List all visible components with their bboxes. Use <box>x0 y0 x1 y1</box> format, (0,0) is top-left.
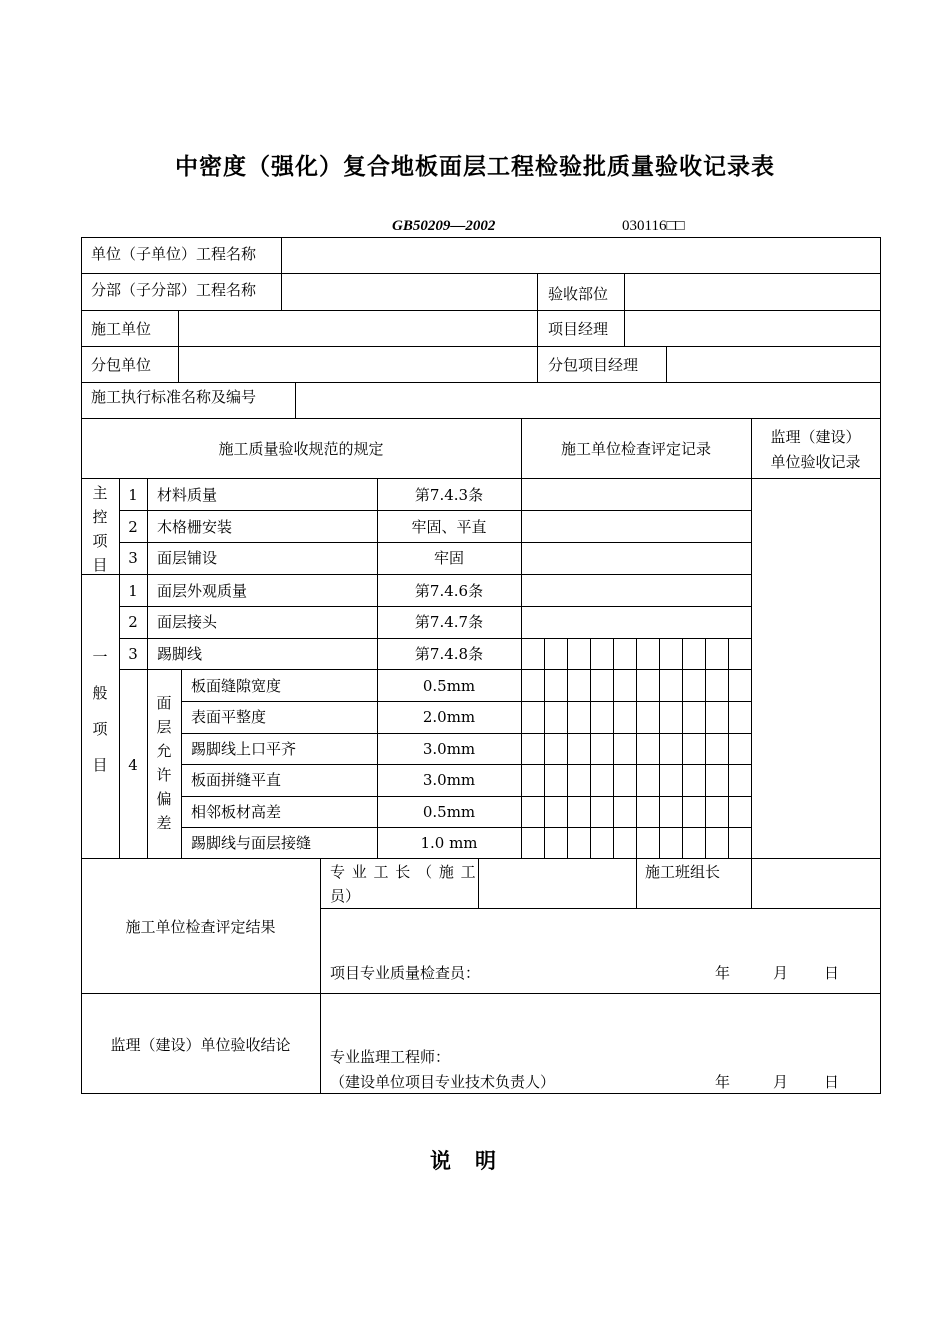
general-item-no: 3 <box>128 645 138 663</box>
result-month-label: 月 <box>773 964 789 982</box>
form-number: 030116□□ <box>622 218 685 234</box>
main-item-name: 面层铺设 <box>157 549 218 567</box>
general-item-no: 2 <box>128 613 138 631</box>
main-item-no: 1 <box>128 486 138 504</box>
deviation-name: 相邻板材高差 <box>191 803 282 821</box>
project-manager-label: 项目经理 <box>548 320 609 338</box>
foreman-label-line2: 员） <box>330 887 361 905</box>
result-year-label: 年 <box>715 964 731 982</box>
main-control-label: 主 控 项 目 <box>92 484 108 573</box>
instructions-heading: 说明 <box>430 1149 520 1173</box>
conclusion-day-label: 日 <box>824 1073 840 1091</box>
deviation-name: 板面缝隙宽度 <box>191 677 282 695</box>
deviation-name: 表面平整度 <box>191 708 267 726</box>
supervision-column-header-line1: 监理（建设） <box>770 428 861 446</box>
form-title: 中密度（强化）复合地板面层工程检验批质量验收记录表 <box>175 154 775 180</box>
general-item-name: 面层接头 <box>157 613 218 631</box>
main-item-req: 牢固 <box>433 549 464 567</box>
supervision-column-header-line2: 单位验收记录 <box>770 453 861 471</box>
standard-code: GB50209—2002 <box>392 218 496 234</box>
main-item-req: 牢固、平直 <box>411 518 487 536</box>
deviation-group-no: 4 <box>128 756 138 774</box>
main-item-name: 材料质量 <box>157 486 218 504</box>
check-result-label: 施工单位检查评定结果 <box>125 918 276 936</box>
general-item-no: 1 <box>128 582 138 600</box>
deviation-name: 踢脚线与面层接缝 <box>191 834 312 852</box>
conclusion-year-label: 年 <box>715 1073 731 1091</box>
deviation-req: 2.0mm <box>422 708 476 726</box>
team-leader-label: 施工班组长 <box>645 863 721 881</box>
deviation-group-label: 面 层 允 许 偏 差 <box>156 694 172 832</box>
standard-name-label: 施工执行标准名称及编号 <box>91 388 257 406</box>
main-item-no: 2 <box>128 518 138 536</box>
main-item-name: 木格栅安装 <box>157 518 233 536</box>
general-item-req: 第7.4.7条 <box>414 613 484 631</box>
unit-project-label: 单位（子单位）工程名称 <box>91 245 257 263</box>
check-record-column-header: 施工单位检查评定记录 <box>560 440 711 458</box>
acceptance-part-label: 验收部位 <box>548 285 609 303</box>
main-item-no: 3 <box>128 549 138 567</box>
general-item-name: 踢脚线 <box>157 645 203 663</box>
sub-project-label: 分部（子分部）工程名称 <box>91 281 257 299</box>
owner-tech-lead-label: （建设单位项目专业技术负责人） <box>330 1073 556 1091</box>
supervision-conclusion-label: 监理（建设）单位验收结论 <box>110 1036 291 1054</box>
subcontract-unit-label: 分包单位 <box>91 356 152 374</box>
deviation-req: 1.0 mm <box>420 834 478 852</box>
deviation-req: 0.5mm <box>422 677 476 695</box>
general-item-req: 第7.4.8条 <box>414 645 484 663</box>
supervising-engineer-label: 专业监理工程师： <box>330 1048 451 1066</box>
deviation-req: 0.5mm <box>422 803 476 821</box>
conclusion-month-label: 月 <box>773 1073 789 1091</box>
main-item-req: 第7.4.3条 <box>414 486 484 504</box>
general-item-req: 第7.4.6条 <box>414 582 484 600</box>
foreman-label-line1: 专 业 工 长 （ 施 工 <box>330 863 477 881</box>
result-day-label: 日 <box>824 964 840 982</box>
spec-column-header: 施工质量验收规范的规定 <box>218 440 384 458</box>
general-items-label: 一 般 项 目 <box>92 648 108 774</box>
construction-unit-label: 施工单位 <box>91 320 152 338</box>
deviation-req: 3.0mm <box>422 740 476 758</box>
subcontract-manager-label: 分包项目经理 <box>548 356 639 374</box>
deviation-req: 3.0mm <box>422 771 476 789</box>
general-item-name: 面层外观质量 <box>157 582 248 600</box>
quality-inspector-label: 项目专业质量检查员： <box>330 964 481 982</box>
deviation-name: 板面拼缝平直 <box>191 771 282 789</box>
deviation-name: 踢脚线上口平齐 <box>191 740 297 758</box>
